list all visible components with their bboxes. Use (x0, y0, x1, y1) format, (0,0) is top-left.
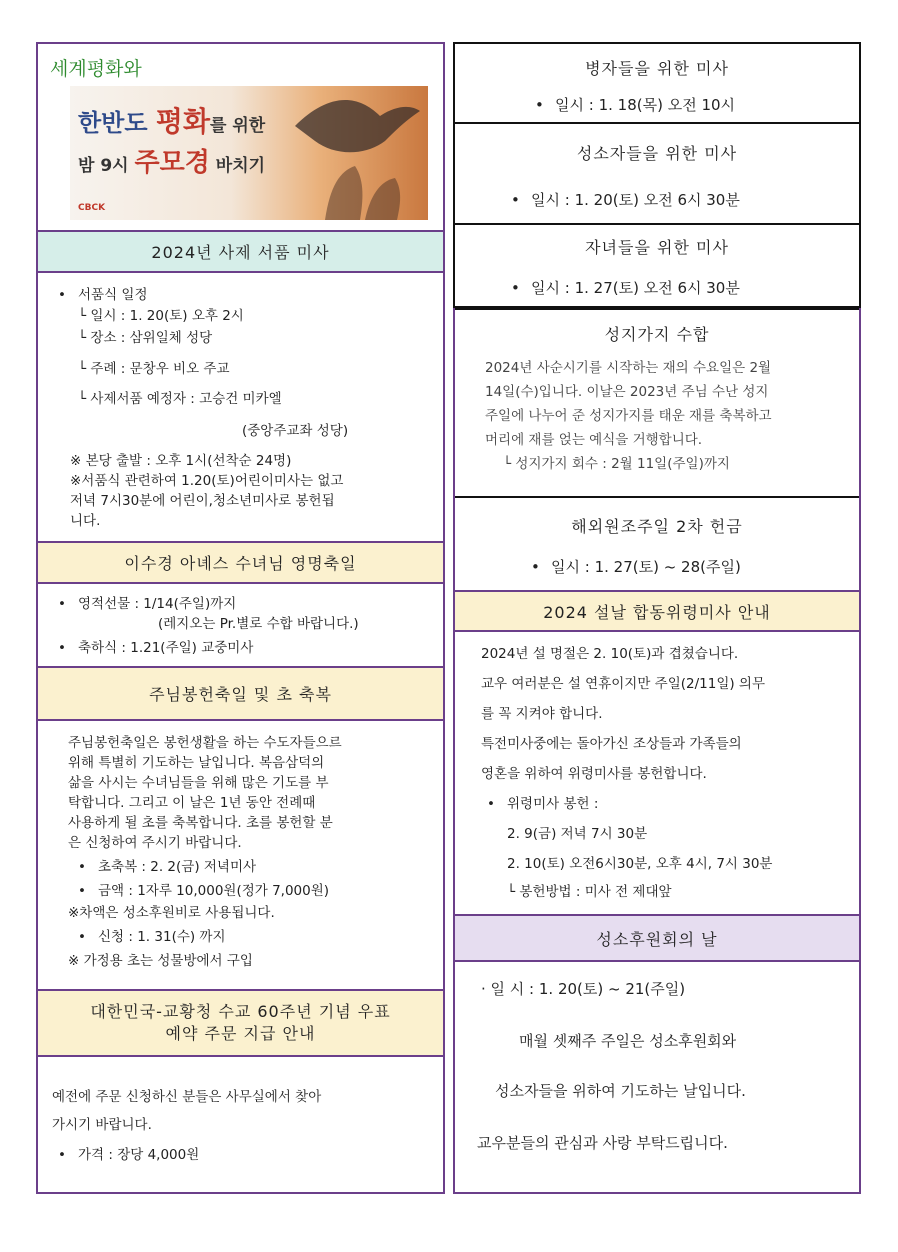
candle-para-6: 은 신청하여 주시기 바랍니다. (68, 835, 242, 851)
children-section (455, 225, 859, 310)
peace-title: 세계평화와 (50, 58, 142, 80)
palm-line-3: 주일에 나누어 준 성지가지를 태운 재를 축복하고 (485, 408, 772, 424)
candle-para-2: 위해 특별히 기도하는 날입니다. 복음삼덕의 (68, 755, 325, 771)
feast-gift-1: • 영적선물 : 1/14(주일)까지 (78, 596, 236, 612)
ordination-celebrant: └ 주례 : 문창우 비오 주교 (78, 361, 230, 377)
candle-body (38, 721, 443, 989)
mission-header: 해외원조주일 2차 헌금 (571, 516, 743, 536)
stamp-header (38, 989, 443, 1057)
sick-header: 병자들을 위한 미사 (585, 58, 729, 78)
stamp-line-1: 예전에 주문 신청하신 분들은 사무실에서 찾아 (52, 1089, 322, 1105)
support-line-2: 성소자들을 위하여 기도하는 날입니다. (495, 1082, 746, 1100)
children-date: • 일시 : 1. 27(토) 오전 6시 30분 (531, 279, 740, 297)
palm-section (455, 310, 859, 480)
support-header: 성소후원회의 날 (455, 914, 859, 962)
lunar-line-2: 교우 여러분은 설 연휴이지만 주일(2/11일) 의무 (481, 676, 766, 692)
lunar-line-4: 특전미사중에는 돌아가신 조상들과 가족들의 (481, 736, 742, 752)
palm-collect: └ 성지가지 회수 : 2월 11일(주일)까지 (503, 456, 730, 472)
children-header: 자녀들을 위한 미사 (585, 237, 729, 257)
stamp-body (38, 1057, 443, 1192)
ordination-bus-note: ※ 본당 출발 : 오후 1시(선착순 24명) (70, 453, 292, 469)
dove-icon (285, 86, 425, 220)
candle-diff-note: ※차액은 성소후원비로 사용됩니다. (68, 905, 275, 921)
candle-para-3: 삶을 사시는 수녀님들을 위해 많은 기도를 부 (68, 775, 329, 791)
lunar-body (455, 632, 859, 914)
lunar-line-5: 영혼을 위하여 위령미사를 봉헌합니다. (481, 766, 707, 782)
vocation-date: • 일시 : 1. 20(토) 오전 6시 30분 (531, 191, 740, 209)
candle-para-1: 주님봉헌축일은 봉헌생활을 하는 수도자들으르 (68, 735, 342, 751)
candle-bless: • 초축복 : 2. 2(금) 저녁미사 (98, 859, 256, 875)
mission-date: • 일시 : 1. 27(토) ~ 28(주일) (551, 558, 741, 576)
banner-text-2b: 주모경 (134, 148, 210, 178)
candle-home-note: ※ 가정용 초는 성물방에서 구입 (68, 953, 253, 969)
feast-header: 이수경 아녜스 수녀님 영명축일 (38, 541, 443, 584)
ordination-place: └ 장소 : 삼위일체 성당 (78, 330, 213, 346)
palm-line-4: 머리에 재를 얹는 예식을 거행합니다. (485, 432, 703, 448)
banner-text-2c: 바치기 (209, 156, 266, 176)
lunar-offer-label: • 위령미사 봉헌 : (507, 796, 598, 812)
lunar-offer-2: 2. 10(토) 오전6시30분, 오후 4시, 7시 30분 (507, 856, 773, 872)
banner-text-1a: 한반도 (78, 109, 156, 137)
palm-line-1: 2024년 사순시기를 시작하는 재의 수요일은 2월 (485, 360, 772, 376)
stamp-line-2: 가시기 바랍니다. (52, 1117, 152, 1133)
ordination-candidate: └ 사제서품 예정자 : 고승건 미카엘 (78, 391, 282, 407)
feast-gift-2: (레지오는 Pr.별로 수합 바랍니다.) (158, 616, 359, 632)
peace-banner (70, 86, 428, 220)
candle-price: • 금액 : 1자루 10,000원(정가 7,000원) (98, 883, 329, 899)
lunar-line-3: 를 꼭 지켜야 합니다. (481, 706, 603, 722)
ordination-note-1: ※서품식 관련하여 1.20(토)어린이미사는 없고 (70, 473, 344, 489)
support-date: · 일 시 : 1. 20(토) ~ 21(주일) (481, 980, 686, 998)
ordination-date: └ 일시 : 1. 20(토) 오후 2시 (78, 308, 244, 324)
stamp-price: • 가격 : 장당 4,000원 (78, 1147, 199, 1163)
vocation-header: 성소자들을 위한 미사 (576, 143, 738, 163)
candle-header: 주님봉헌축일 및 초 축복 (38, 666, 443, 721)
support-body (455, 962, 859, 1192)
palm-header: 성지가지 수합 (604, 324, 710, 344)
ordination-body (38, 273, 443, 541)
banner-text-1c: 를 위한 (210, 116, 266, 136)
stamp-header-1: 대한민국-교황청 수교 60주년 기념 우표 (90, 1002, 391, 1021)
ordination-note-3: 니다. (70, 513, 101, 529)
ordination-note-2: 저녁 7시30분에 어린이,청소년미사로 봉헌됩 (70, 493, 335, 509)
lunar-line-1: 2024년 설 명절은 2. 10(토)과 겹쳤습니다. (481, 646, 739, 662)
cbck-logo: CBCK (78, 203, 106, 214)
support-line-3: 교우분들의 관심과 사랑 부탁드립니다. (477, 1134, 728, 1152)
left-column (36, 42, 445, 1194)
candle-para-4: 탁합니다. 그리고 이 날은 1년 동안 전례때 (68, 795, 316, 811)
peace-section (38, 44, 443, 230)
ordination-schedule-label: • 서품식 일정 (78, 287, 148, 303)
lunar-method: └ 봉헌방법 : 미사 전 제대앞 (507, 884, 672, 900)
mission-section (455, 496, 859, 590)
sick-section (455, 44, 859, 124)
ordination-candidate-parish: (중앙주교좌 성당) (242, 423, 349, 439)
feast-celebration: • 축하식 : 1.21(주일) 교중미사 (78, 640, 253, 656)
candle-para-5: 사용하게 될 초를 축복합니다. 초를 봉헌할 분 (68, 815, 333, 831)
support-line-1: 매월 셋째주 주일은 성소후원회와 (519, 1032, 737, 1050)
palm-line-2: 14일(수)입니다. 이날은 2023년 주님 수난 성지 (485, 384, 769, 400)
ordination-header: 2024년 사제 서품 미사 (38, 230, 443, 273)
feast-body (38, 584, 443, 666)
sick-date: • 일시 : 1. 18(목) 오전 10시 (555, 96, 735, 114)
vocation-section (455, 124, 859, 225)
candle-apply: • 신청 : 1. 31(수) 까지 (98, 929, 226, 945)
lunar-offer-1: 2. 9(금) 저녁 7시 30분 (507, 826, 648, 842)
lunar-header: 2024 설날 합동위령미사 안내 (455, 590, 859, 632)
right-column (453, 42, 861, 1194)
stamp-header-2: 예약 주문 지급 안내 (165, 1024, 316, 1043)
banner-text-2a: 밤 9시 (78, 156, 135, 176)
banner-text-1b: 평화 (155, 105, 211, 138)
